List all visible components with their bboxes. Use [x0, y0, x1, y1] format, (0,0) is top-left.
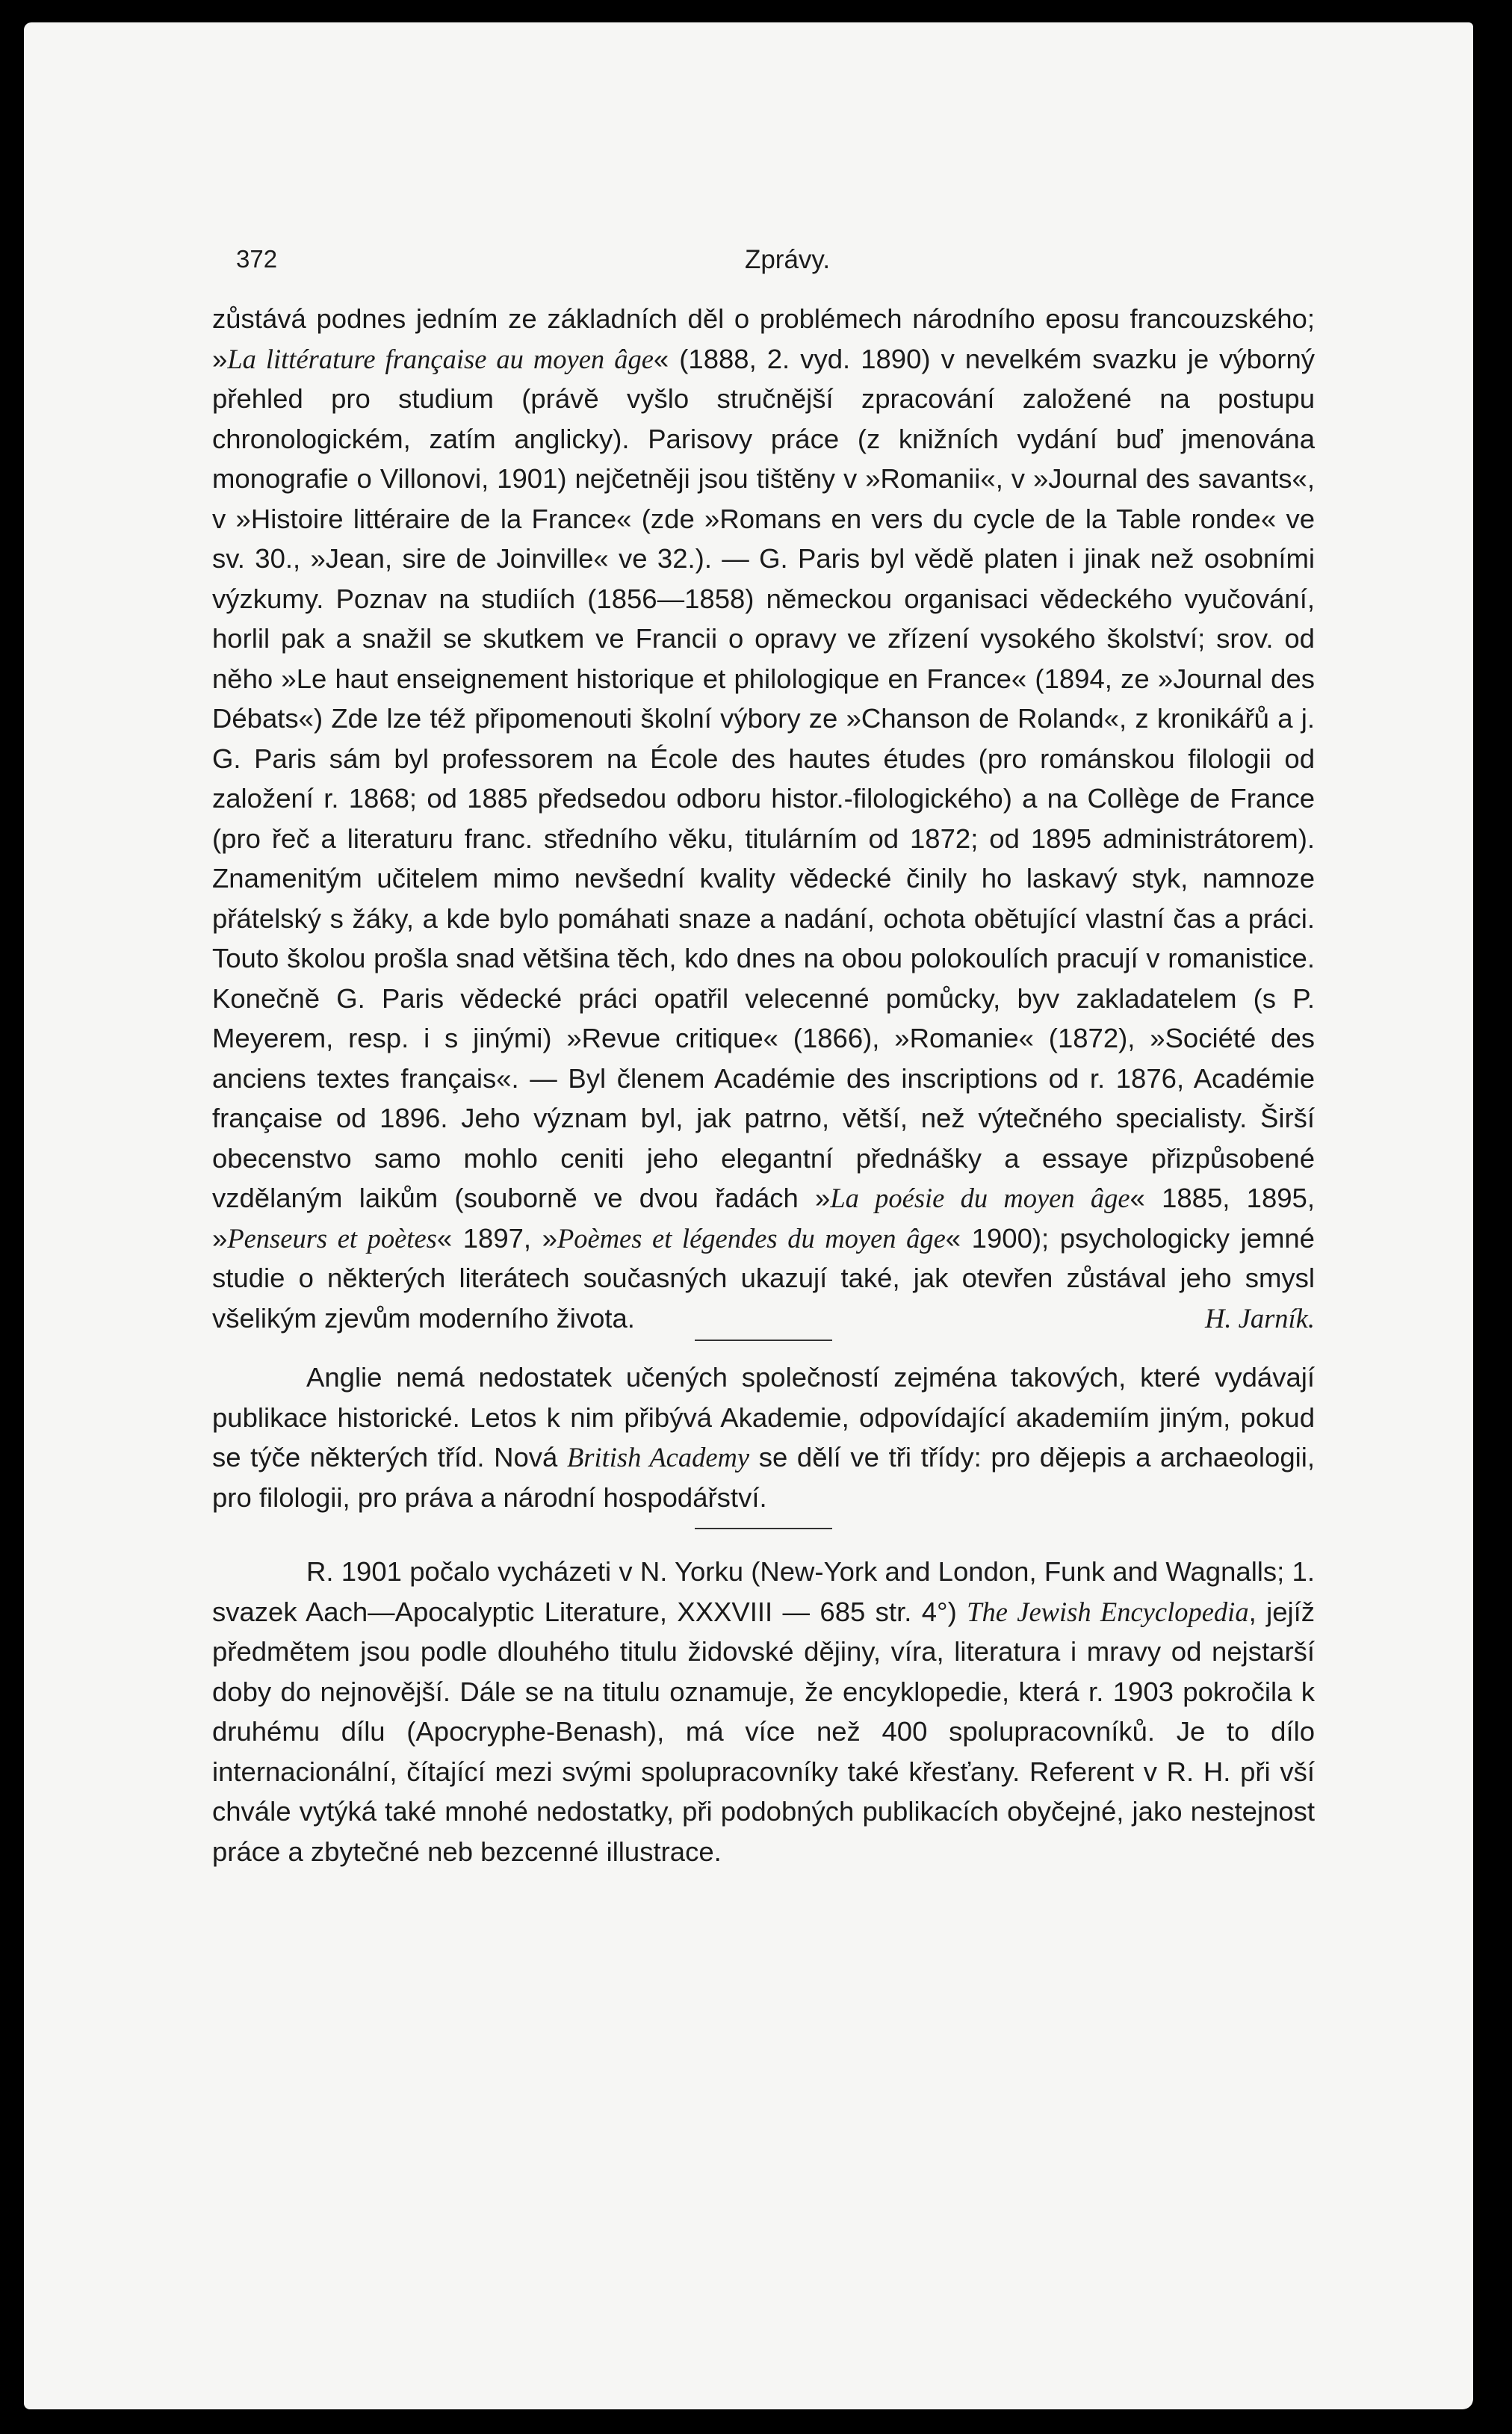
book-title: La poésie du moyen âge [830, 1183, 1130, 1213]
page-header [236, 245, 1339, 290]
paragraph-paris-obituary: zůstává podnes jedním ze základních děl o problémech národního eposu francouzského; »La littérature française au moyen âge« (1888, 2. vyd. 1890) v nevelkém svazku je výborný přehled pro studium (právě vyšlo stručnější zpracování založené na postupu chronologickém, zatím anglicky). Parisovy práce (z knižních vydání buď jmenována monografie o Villonovi, 1901) nejčetněji jsou tištěny v »Romanii«, v »Journal des savants«, v »Histoire littéraire de la France« (zde »Romans en vers du cycle de la Table ronde« ve sv. 30., »Jean, sire de Joinville« ve 32.). — G. Paris byl vědě platen i jinak než osobními výzkumy. Poznav na studiích (1856—1858) německou organisaci vědeckého vyučování, horlil pak a snažil se skutkem ve Francii o opravy ve zřízení vysokého školství; srov. od něho »Le haut enseignement historique et philologique en France« (1894, ze »Journal des Débats«) Zde lze též připomenouti školní výbory ze »Chanson de Roland«, z kronikářů a j. G. Paris sám byl professorem na École des hautes études (pro románskou filologii od založení r. 1868; od 1885 předsedou odboru histor.-filologického) a na Collège de France (pro řeč a literaturu franc. středního věku, titulárním od 1872; od 1895 administrátorem). Znamenitým učitelem mimo nevšední kvality vědecké činily ho laskavý styk, namnoze přátelský s žáky, a kde bylo pomáhati snaze a nadání, ochota obětující vlastní čas a práci. Touto školou prošla snad většina těch, kdo dnes na obou polokoulích pracují v romanistice. Konečně G. Paris vědecké práci opatřil velecenné pomůcky, byv zakladatelem (s P. Meyerem, resp. i s jinými) »Revue critique« (1866), »Romanie« (1872), »Société des anciens textes français«. — Byl členem Académie des inscriptions od r. 1876, Académie française od 1896. Jeho význam byl, jak patrno, větší, než výtečného specialisty. Širší obecenstvo samo mohlo ceniti jeho elegantní přednášky a essaye přizpůsobené vzdělaným laikům (souborně ve dvou řadách »La poésie du moyen âge« 1885, 1895, »Penseurs et poètes« 1897, »Poèmes et légendes du moyen âge« 1900); psychologicky jemné studie o některých literátech současných ukazují také, jak otevřen zůstával jeho smysl všelikým zjevům moderního života. H. Jarník. [212, 299, 1315, 1338]
author-signature: H. Jarník. [1205, 1302, 1315, 1334]
institution-name: British Academy [567, 1442, 750, 1473]
page-number: 372 [236, 245, 278, 273]
running-title: Zprávy. [744, 245, 831, 274]
book-title: The Jewish Encyclopedia [967, 1596, 1249, 1627]
section-divider [695, 1340, 832, 1341]
paragraph-jewish-encyclopedia: R. 1901 počalo vycházeti v N. Yorku (New-York and London, Funk and Wagnalls; 1. svazek Aach—Apocalyptic Literature, XXXVIII — 685 str. 4°) The Jewish Encyclopedia, jejíž předmětem jsou podle dlouhého titulu židovské dějiny, víra, literatura i mravy od nejstarší doby do nejnovější. Dále se na titulu oznamuje, že encyklopedie, která r. 1903 pokročila k druhému dílu (Apocryphe-Benash), má více než 400 spolupracovníků. Je to dílo internacionální, čítající mezi svými spolupracovníky také křesťany. Referent v R. H. při vší chvále vytýká také mnohé nedostatky, při podobných publikacích obyčejné, jako nestejnost práce a zbytečné neb bezcenné illustrace. [212, 1556, 1315, 1867]
book-title: Poèmes et légendes du moyen âge [557, 1222, 946, 1254]
section-divider [695, 1528, 832, 1529]
page-body [212, 299, 1315, 1871]
paragraph-british-academy: Anglie nemá nedostatek učených společností zejména takových, které vydávají publikace historické. Letos k nim přibývá Akademie, odpovídající akademiím jiným, pokud se týče některých tříd. Nová British Academy se dělí ve tři třídy: pro dějepis a archaeologii, pro filologii, pro práva a národní hospodářství. [212, 1362, 1315, 1513]
book-title: La littérature française au moyen âge [227, 343, 654, 374]
book-title: Penseurs et poètes [227, 1222, 437, 1254]
